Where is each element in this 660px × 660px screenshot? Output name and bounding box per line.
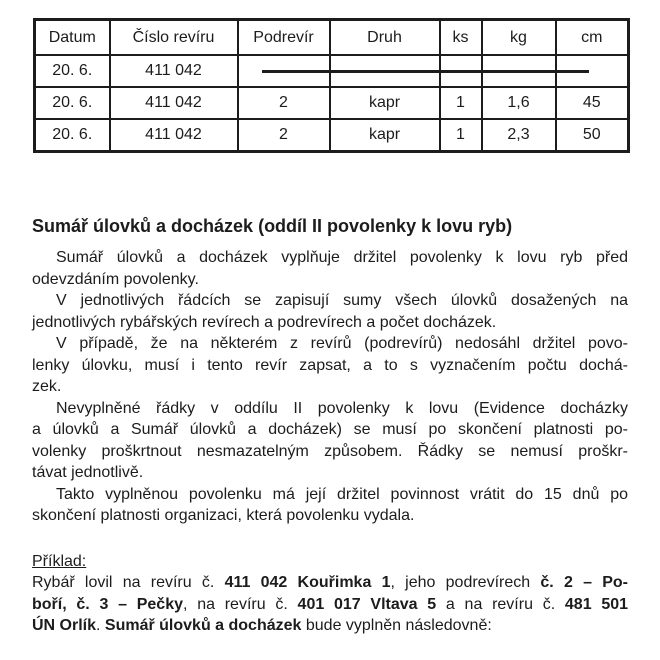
col-header-kg: kg	[482, 20, 556, 56]
catch-summary-table	[33, 18, 627, 153]
text-segment: .	[96, 617, 105, 634]
text-line: volenky proškrtnout nesmazatelným způsobem. Řádky se nemusí proškr-	[32, 442, 628, 460]
col-header-druh: Druh	[330, 20, 440, 56]
cell-podrevir: 2	[238, 119, 330, 152]
example-line	[32, 572, 628, 594]
text-segment: č. 2 – Po-	[540, 574, 629, 591]
col-header-podrevir: Podrevír	[238, 20, 330, 56]
text-segment: a na revíru č.	[436, 595, 565, 613]
text-line: V případě, že na některém z revírů (podrevírů) nedosáhl držitel povo-	[56, 335, 628, 352]
col-header-cislo-reviru: Číslo revíru	[110, 20, 238, 56]
text-line: zek.	[32, 378, 62, 395]
text-segment: ÚN Orlík	[32, 617, 97, 634]
cell-ks: 1	[440, 119, 482, 152]
text-segment: Rybář lovil na revíru č.	[32, 574, 225, 591]
cell-druh: kapr	[330, 119, 440, 152]
cell-kg: 2,3	[482, 119, 556, 152]
col-header-cm: cm	[556, 20, 629, 56]
table-row	[35, 87, 629, 119]
table-row	[35, 119, 629, 152]
text-segment: 401 017 Vltava 5	[297, 595, 437, 613]
cell-cm: 45	[556, 87, 629, 119]
text-segment: 481 501	[564, 595, 629, 613]
cell-kg: 1,6	[482, 87, 556, 119]
example-line	[32, 615, 628, 637]
text-line: Takto vyplněnou povolenku má její držitel povinnost vrátit do 15 dnů po	[56, 485, 628, 503]
catch-table	[33, 18, 630, 153]
example-label: Příklad:	[32, 552, 87, 570]
text-line: V jednotlivých řádcích se zapisují sumy všech úlovků dosažených na	[56, 292, 628, 309]
cell-cislo-reviru: 411 042	[110, 55, 238, 87]
cell-cm: 50	[556, 119, 629, 152]
cell-datum: 20. 6.	[35, 87, 110, 119]
text-segment: 411 042 Kouřimka 1	[224, 574, 391, 591]
col-header-datum: Datum	[35, 20, 110, 56]
text-line: skončení platnosti organizaci, která povolenku vydala.	[32, 507, 415, 524]
text-line: Nevyplněné řádky v oddílu II povolenky k lovu (Evidence docházky	[56, 399, 628, 417]
text-segment: bude vyplněn následovně:	[301, 617, 492, 634]
cell-ks: 1	[440, 87, 482, 119]
instructions-section	[32, 214, 628, 637]
text-line: lenky úlovku, musí i tento revír zapsat, a to s vyznačením počtu dochá-	[32, 356, 628, 374]
cell-datum: 20. 6.	[35, 55, 110, 87]
text-line: Sumář úlovků a docházek vyplňuje držitel povolenky k lovu ryb před	[56, 249, 628, 266]
col-header-ks: ks	[440, 20, 482, 56]
text-line: odevzdáním povolenky.	[32, 270, 199, 288]
text-line: a úlovků a Sumář úlovků a docházek) se musí po skončení platnosti po-	[32, 421, 628, 438]
text-segment: , na revíru č.	[183, 595, 298, 613]
text-line: távat jednotlivě.	[32, 464, 144, 481]
example-line	[32, 594, 628, 616]
text-segment: , jeho podrevírech	[390, 574, 541, 591]
cell-cislo-reviru: 411 042	[110, 119, 238, 152]
text-segment: boří, č. 3 – Pečky	[32, 595, 184, 613]
cell-datum: 20. 6.	[35, 119, 110, 152]
text-line: jednotlivých rybářských revírech a podrevírech a počet docházek.	[32, 313, 497, 331]
strikethrough-line	[262, 70, 589, 73]
cell-druh: kapr	[330, 87, 440, 119]
cell-podrevir: 2	[238, 87, 330, 119]
section-heading: Sumář úlovků a docházek (oddíl II povolenky k lovu ryb)	[32, 216, 513, 236]
table-header-row	[35, 20, 629, 56]
cell-cislo-reviru: 411 042	[110, 87, 238, 119]
text-segment: Sumář úlovků a docházek	[104, 617, 302, 634]
